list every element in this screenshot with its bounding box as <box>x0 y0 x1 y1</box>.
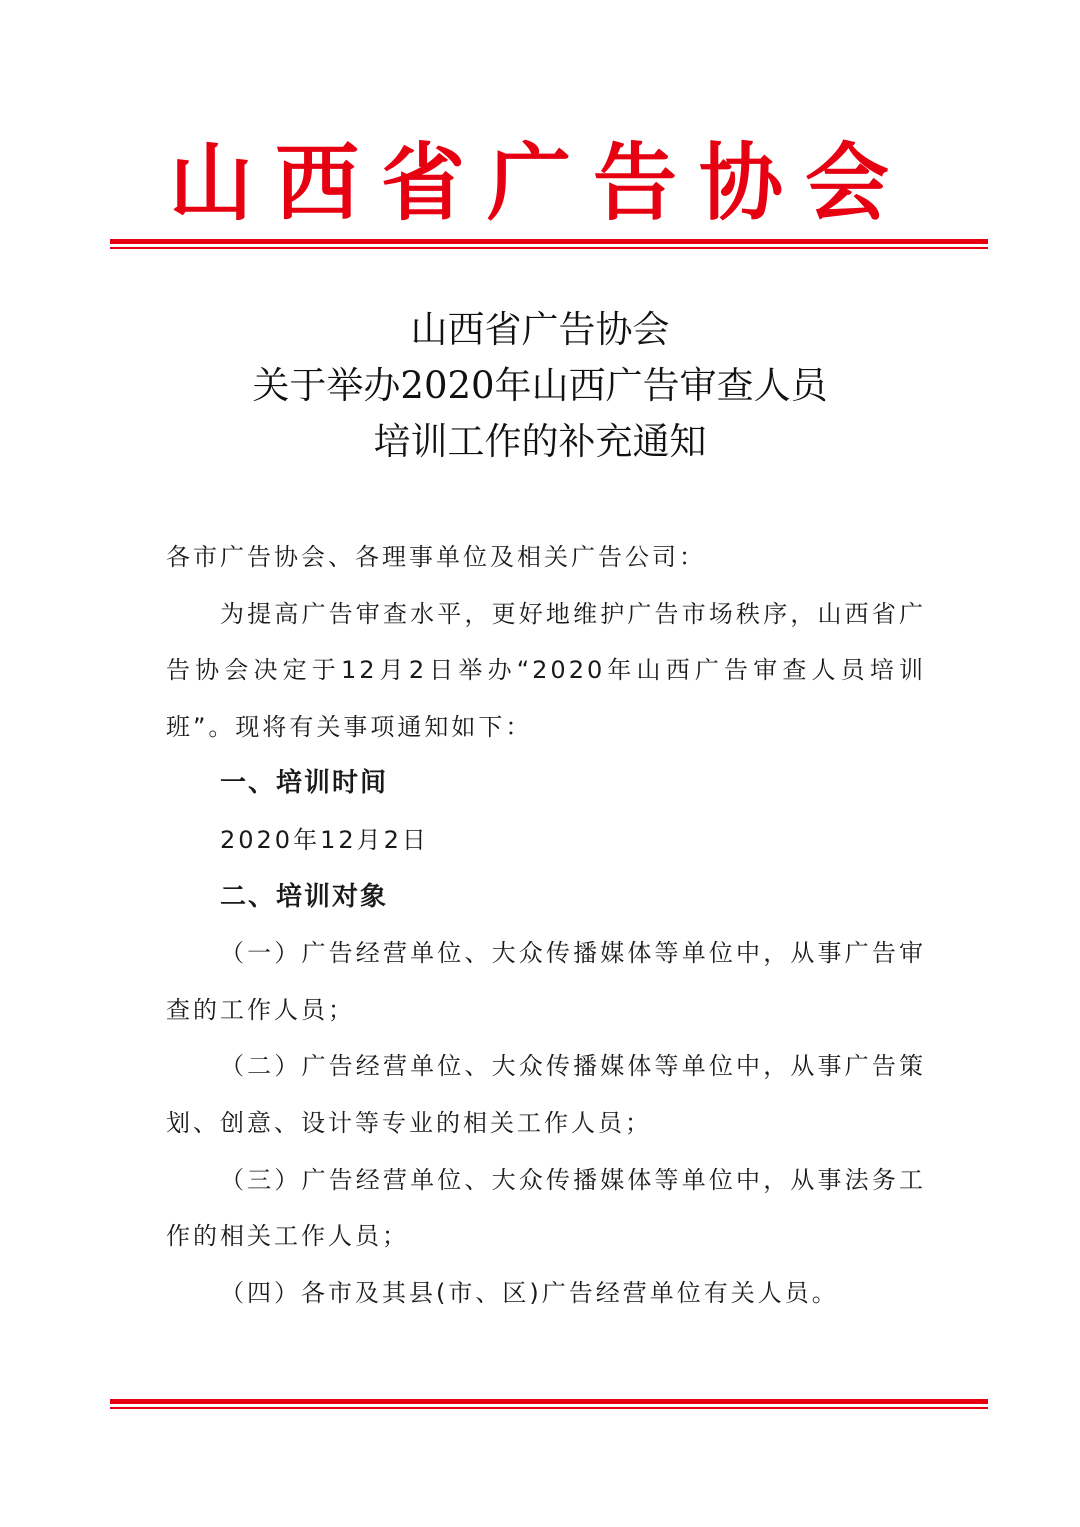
salutation: 各市广告协会、各理事单位及相关广告公司： <box>166 543 706 571</box>
rule-thin-line <box>110 1407 988 1409</box>
title-line-3: 培训工作的补充通知 <box>373 420 707 463</box>
document-title <box>0 302 1080 470</box>
section-heading-training-target: 二、培训对象 <box>220 881 389 912</box>
training-date: 2020年12月2日 <box>220 825 429 854</box>
target-item-1: （一）广告经营单位、大众传播媒体等单位中，从事广告审查的工作人员； <box>166 939 926 1024</box>
target-item-4: （四）各市及其县(市、区)广告经营单位有关人员。 <box>220 1278 839 1307</box>
title-line-2: 关于举办2020年山西广告审查人员 <box>252 364 828 407</box>
target-item-2: （二）广告经营单位、大众传播媒体等单位中，从事广告策划、创意、设计等专业的相关工作人员； <box>166 1052 926 1137</box>
title-line-1: 山西省广告协会 <box>410 308 670 351</box>
rule-thin-line <box>110 247 988 249</box>
section-heading-training-time: 一、培训时间 <box>220 768 389 799</box>
footer-rule <box>110 1399 988 1409</box>
intro-paragraph: 为提高广告审查水平，更好地维护广告市场秩序，山西省广告协会决定于12月2日举办“2020年山西广告审查人员培训班”。现将有关事项通知如下： <box>166 599 926 741</box>
target-item-3: （三）广告经营单位、大众传播媒体等单位中，从事法务工作的相关工作人员； <box>166 1165 926 1251</box>
letterhead-org-name: 山西省广告协会 <box>168 133 911 232</box>
letterhead-top-rule <box>110 239 988 249</box>
document-body <box>166 529 926 1321</box>
